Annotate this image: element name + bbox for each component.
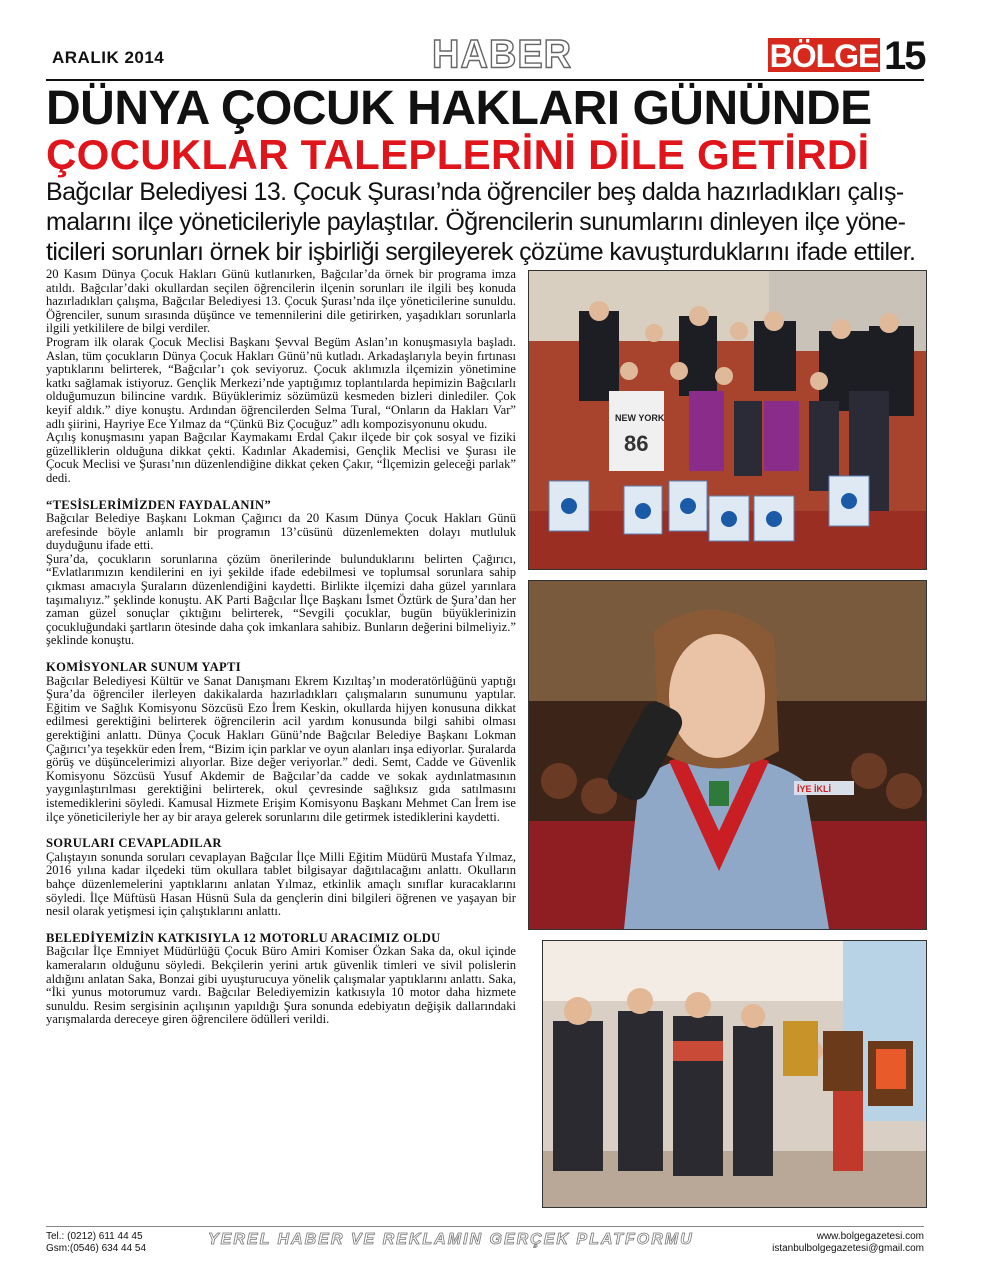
lead-paragraph: Bağcılar Belediyesi 13. Çocuk Şurası’nda öğrenciler beş dalda hazırladıkları çalış-malarını ilçe yöneticileriyle paylaştılar. Öğrencilerin sunumlarını dinleyen ilçe yöne-ticileri sorunları örnek bir işbirliği sergileyerek çözüme kavuşturduklarını ifade ettiler.	[46, 178, 916, 266]
issue-date: ARALIK 2014	[52, 48, 165, 67]
newspaper-logo	[768, 38, 880, 72]
website-link[interactable]: www.bolgegazetesi.com	[816, 1231, 924, 1242]
subheading: BELEDİYEMİZİN KATKISIYLA 12 MOTORLU ARACIMIZ OLDU	[46, 930, 441, 945]
shirt-number: 86	[624, 431, 649, 456]
shirt-text: NEW YORK	[615, 413, 665, 423]
section-title: HABER	[432, 32, 573, 78]
footer-slogan: YEREL HABER VE REKLAMIN GERÇEK PLATFORMU	[208, 1231, 694, 1248]
article-paragraph: Açılış konuşmasını yapan Bağcılar Kaymakamı Erdal Çakır ilçede bir çok sosyal ve fiziki güzelliklerin olduğuna dikkat çekti. Kadınlar Akademisi, Gençlik Meclisi ve Şurası ile Çocuk Meclisi ve Şurası’nın düzenlendiğine dikkat çeken Çakır, “İlçemizin geleceği parlak” dedi.	[46, 430, 516, 485]
header-divider	[46, 79, 924, 81]
masthead	[46, 34, 924, 78]
speaker-photo	[528, 580, 927, 930]
phone-number: Tel.: (0212) 611 44 45	[46, 1231, 143, 1242]
article-paragraph: Program ilk olarak Çocuk Meclisi Başkanı Şevval Begüm Aslan’ın konuşmasıyla başladı. Aslan, tüm çocukların Dünya Çocuk Hakları Günü’nü kutladı. Arkadaşlarıyla beyin fırtınası yaptıklarını belirterek, “Bağcılar’ı çok seviyoruz. Çocuk aklımızla ilçemizin yönetimine katkı sağlamak istiyoruz. Gençlik Merkezi’nde yaptığımız toplantılarda hepimizin Bağcılarlı olduğumuzun bilincine vardık. Büyüklerimiz sözümüzü kesmeden bizleri dinlediler. Çok keyif aldık.” diye konuştu. Ardından öğrencilerden Selma Tural, “Onların da Hakları Var” adlı şiirini, Hayriye Ece Yılmaz da “Çünkü Biz Çocuğuz” adlı kompozisyonunu okudu.	[46, 334, 516, 431]
footer	[46, 1226, 924, 1255]
contact-web	[772, 1231, 924, 1255]
page-number: 15	[884, 34, 925, 78]
email-link[interactable]: istanbulbolgegazetesi@gmail.com	[772, 1243, 924, 1254]
mobile-number: Gsm:(0546) 634 44 54	[46, 1243, 147, 1254]
headline-line-2: ÇOCUKLAR TALEPLERİNİ DİLE GETİRDİ	[46, 131, 870, 178]
subheading: SORULARI CEVAPLADILAR	[46, 836, 222, 851]
article-paragraph: 20 Kasım Dünya Çocuk Hakları Günü kutlanırken, Bağcılar’da örnek bir programa imza atıldı. Bağcılar’daki okullardan seçilen öğrencilerin ilçenin sorunları ile ilgili beş konuda hazırladıkları çalışma, Bağcılar Belediyesi 13. Çocuk Şurası’nda ilçe yöneticilerine sunuldu. Öğrenciler, sunum sırasında düşünce ve temennilerini dile getirirken, yaşadıkları sorunlarla ilgili yetkililere de bilgi verdiler.	[46, 267, 516, 336]
article-paragraph: Çalıştayın sonunda soruları cevaplayan Bağcılar İlçe Milli Eğitim Müdürü Mustafa Yılmaz, 2016 yılına kadar ilçedeki tüm okullara tablet bilgisayar dağıtılacağını anlattı. Okulların bahçe düzenlemelerini yaptıklarını anlatan Yılmaz, etkinlik amaçlı sınıflar kuracaklarını söyledi. İlçe Müftüsü Hasan Hüsnü Sula da gençlerin dini bilgileri öğrenen ve yaşayan bir nesil olarak yetişmesi için çalıştıklarını anlattı.	[46, 849, 516, 919]
badge-text: İYE İKLİ	[797, 784, 832, 794]
contact-phones	[46, 1231, 146, 1255]
article-paragraph: Şura’da, çocukların sorunlarına çözüm önerilerinde bulunduklarını belirten Çağırıcı, “Evlatlarımızın kendilerini en iyi şekilde ifade edebilmesi ve toplumsal sorunlara sahip çıkması amacıyla Şuraların düzenlendiğini kaydetti. Birlikte ilçemizi daha güzel yarınlara taşımalıyız.” şeklinde konuştu. AK Parti Bağcılar İlçe Başkanı İsmet Öztürk de Şura’dan her zaman güzel sonuçlar çıktığını belirterek, “Sevgili çocuklar, bugün büyüklerinizin çocukluğundaki şartların ötesinde daha çok imkanlara sahibiz. Bunların değerini bilmeliyiz.” şeklinde konuştu.	[46, 551, 516, 648]
subheading: “TESİSLERİMİZDEN FAYDALANIN”	[46, 497, 271, 512]
logo-text: BÖLGE	[769, 38, 879, 74]
group-photo	[528, 270, 927, 570]
headline-line-1: DÜNYA ÇOCUK HAKLARI GÜNÜNDE	[46, 82, 872, 135]
article-column	[46, 268, 516, 1027]
article-paragraph: Bağcılar Belediye Başkanı Lokman Çağırıcı da 20 Kasım Dünya Çocuk Hakları Günü arefesinde böyle anlamlı bir programın 13’cüsünü düzenlemekten dolayı mutluluk duyduğunu ifade etti.	[46, 511, 516, 553]
exhibition-photo	[542, 940, 927, 1208]
article-paragraph: Bağcılar İlçe Emniyet Müdürlüğü Çocuk Büro Amiri Komiser Özkan Saka da, okul içinde kameraların olduğunu söyledi. Bekçilerin yerini artık güvenlik timleri ve sivil polislerin aldığını anlatan Saka, Bonzai gibi uyuşturucuya yönelik çalışmalar yaptıklarını anlattı. Saka, “İki yunus motorumuz vardı. Bağcılar Belediyemizin katkısıyla 10 motor daha hizmete sunuldu. Resim sergisinin açılışının yapıldığı Şura sonunda edebiyatın değişik dallarındaki yarışmalarda dereceye giren öğrencilere ödülleri verildi.	[46, 944, 516, 1027]
article-paragraph: Bağcılar Belediyesi Kültür ve Sanat Danışmanı Ekrem Kızıltaş’ın moderatörlüğünü yaptığı Şura’da öğrenciler ilerleyen dakikalarda hazırladıkları çalışmaların sunumunu yaptılar. Eğitim ve Sağlık Komisyonu Sözcüsü Ezo İrem Keskin, okullarda hijyen konusuna dikkat edilmesi gerektiğini belirterek öğrencilerin acil yardım konusunda bilgi sahibi olması gerektiğini anlattı. Dünya Çocuk Hakları Günü’nde Bağcılar Belediye Başkanı Lokman Çağırıcı’ya teşekkür eden İrem, “Bizim için parklar ve oyun alanları inşa ediyorlar. Şuralarda görüş ve düşüncelerimizi alıyorlar. Bize değer veriyorlar.” dedi. Semt, Cadde ve Güvenlik Komisyonu Sözcüsü Yusuf Akdemir de Bağcılar’da cadde ve sokak aydınlatmasının yaygınlaştırılması gerektiğini belirterek, okul çevresinde sağlıksız gıda satılmasını istemediklerini söyledi. Kamusal Hizmete Erişim Komisyonu Başkanı Mehmet Can İrem ise ilçe yöneticileriyle her ay bir araya gelerek sorunlarını dile getirmek istediklerini kaydetti.	[46, 673, 516, 824]
subheading: KOMİSYONLAR SUNUM YAPTI	[46, 660, 241, 675]
